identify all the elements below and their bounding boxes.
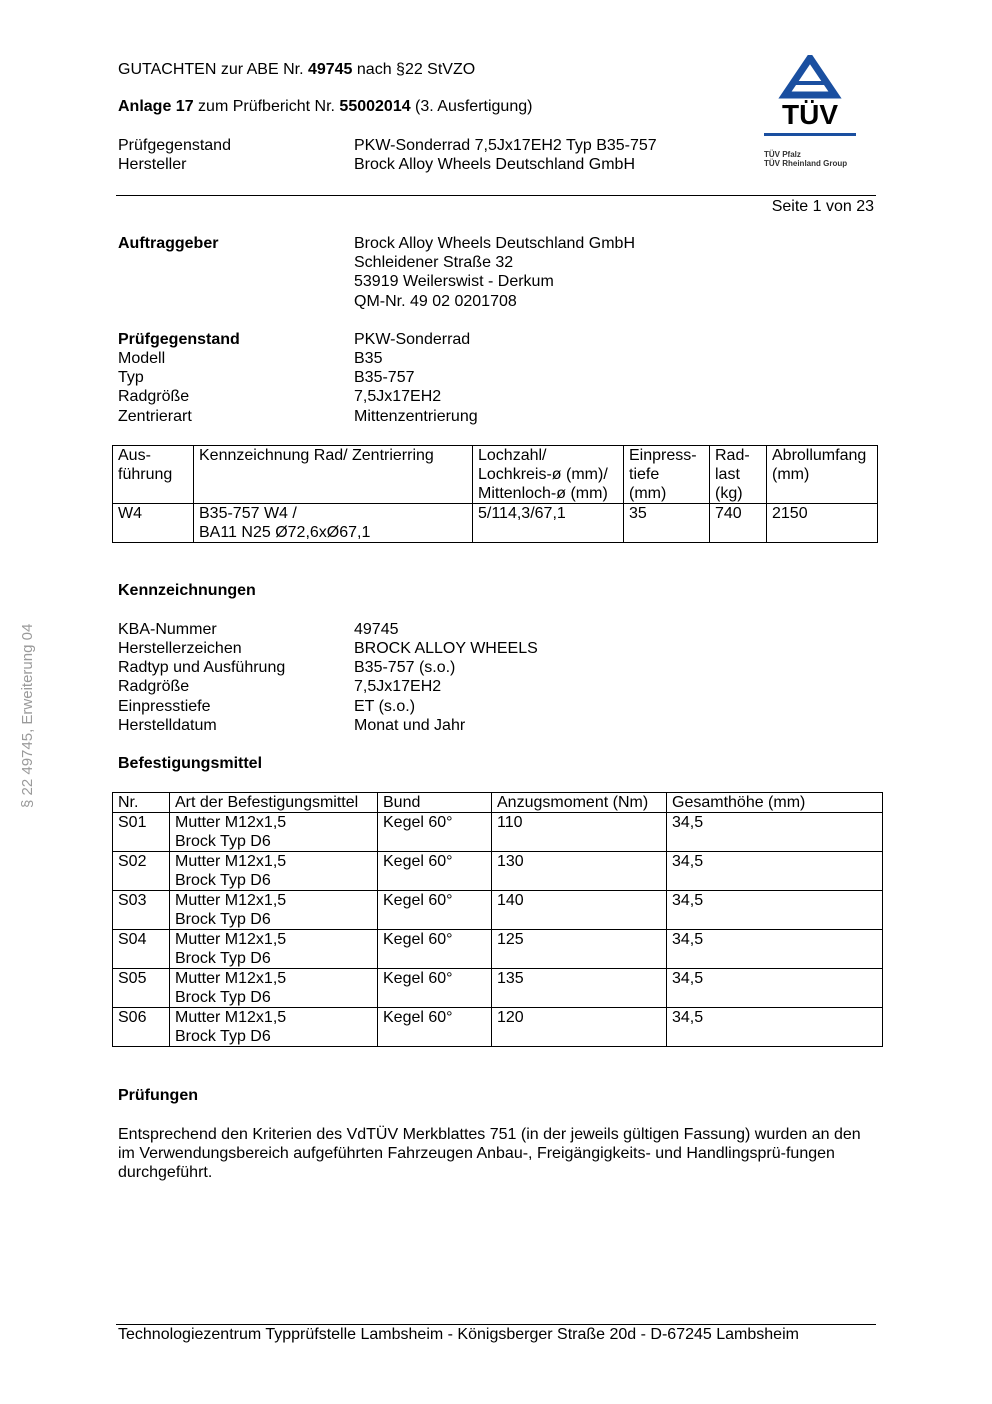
abe-number: 49745: [307, 61, 353, 78]
table-cell: Kegel 60°: [378, 852, 492, 891]
header-rule: [116, 195, 876, 196]
table-cell: S04: [113, 930, 170, 969]
tuv-logo: [760, 55, 860, 175]
kz-value: B35-757 (s.o.): [354, 659, 456, 676]
table-header-row: [113, 793, 883, 813]
header-hs-label: Hersteller: [118, 156, 187, 173]
tuv-triangle-icon: [760, 55, 860, 105]
auftraggeber-line: 53919 Weilerswist - Derkum: [354, 273, 554, 290]
table-cell: Kegel 60°: [378, 930, 492, 969]
table-cell: 35: [624, 504, 710, 543]
table-cell: S06: [113, 1008, 170, 1047]
wheel-table: [112, 445, 878, 543]
table-cell: Mutter M12x1,5 Brock Typ D6: [170, 852, 378, 891]
pg-value: B35-757: [354, 369, 415, 386]
tuv-logo-text: TÜV: [782, 99, 838, 130]
section-title-pruefungen: Prüfungen: [118, 1087, 198, 1104]
table-header-cell: Nr.: [113, 793, 170, 813]
pg-label: Radgröße: [118, 388, 190, 405]
table-cell: Kegel 60°: [378, 969, 492, 1008]
table-cell: Kegel 60°: [378, 1008, 492, 1047]
header-pg-label: Prüfgegenstand: [118, 137, 231, 154]
table-cell: 135: [492, 969, 667, 1008]
table-cell: 34,5: [667, 891, 883, 930]
table-header-cell: Kennzeichnung Rad/ Zentrierring: [194, 446, 473, 504]
table-row: [113, 930, 883, 969]
kz-value: 7,5Jx17EH2: [354, 678, 442, 695]
table-cell: S05: [113, 969, 170, 1008]
pg-label: Modell: [118, 350, 166, 367]
pg-value: 7,5Jx17EH2: [354, 388, 442, 405]
table-header-cell: Anzugsmoment (Nm): [492, 793, 667, 813]
auftraggeber-label: Auftraggeber: [118, 235, 219, 252]
section-title-befestigung: Befestigungsmittel: [118, 755, 263, 772]
table-cell: 130: [492, 852, 667, 891]
table-cell: 2150: [767, 504, 878, 543]
table-cell: S02: [113, 852, 170, 891]
tuv-logo-rule: [764, 133, 856, 136]
table-header-cell: Lochzahl/ Lochkreis-ø (mm)/ Mittenloch-ø (mm): [473, 446, 624, 504]
header-hs-value: Brock Alloy Wheels Deutschland GmbH: [354, 156, 635, 173]
table-cell: S03: [113, 891, 170, 930]
kz-value: ET (s.o.): [354, 698, 416, 715]
table-row: [113, 891, 883, 930]
table-cell: 34,5: [667, 969, 883, 1008]
kz-label: Herstellerzeichen: [118, 640, 242, 657]
pg-value: PKW-Sonderrad: [354, 331, 471, 348]
auftraggeber-line: Brock Alloy Wheels Deutschland GmbH: [354, 235, 635, 252]
table-row: [113, 813, 883, 852]
kz-label: Radgröße: [118, 678, 190, 695]
table-cell: 125: [492, 930, 667, 969]
table-header-cell: Aus- führung: [113, 446, 194, 504]
header-pg-value: PKW-Sonderrad 7,5Jx17EH2 Typ B35-757: [354, 137, 657, 154]
pg-value: Mittenzentrierung: [354, 408, 478, 425]
side-note: § 22 49745, Erweiterung 04: [19, 623, 36, 808]
table-cell: 140: [492, 891, 667, 930]
table-row: [113, 504, 878, 543]
table-cell: 34,5: [667, 930, 883, 969]
table-cell: 5/114,3/67,1: [473, 504, 624, 543]
kz-label: Herstelldatum: [118, 717, 217, 734]
pg-label: Typ: [118, 369, 144, 386]
table-cell: 34,5: [667, 813, 883, 852]
section-title-kennzeichnungen: Kennzeichnungen: [118, 582, 256, 599]
anlage-line: Anlage 17 zum Prüfbericht Nr. 55002014 (3. Ausfertigung): [118, 98, 533, 115]
auftraggeber-line: QM-Nr. 49 02 0201708: [354, 293, 517, 310]
table-cell: Mutter M12x1,5 Brock Typ D6: [170, 969, 378, 1008]
footer-text: Technologiezentrum Typprüfstelle Lambsheim - Königsberger Straße 20d - D-67245 Lambsheim: [118, 1326, 799, 1343]
pg-label: Prüfgegenstand: [118, 331, 240, 348]
table-cell: Kegel 60°: [378, 813, 492, 852]
table-cell: S01: [113, 813, 170, 852]
table-cell: 120: [492, 1008, 667, 1047]
table-cell: 740: [710, 504, 767, 543]
table-header-cell: Gesamthöhe (mm): [667, 793, 883, 813]
table-row: [113, 969, 883, 1008]
table-cell: 34,5: [667, 852, 883, 891]
page-number: Seite 1 von 23: [771, 198, 874, 215]
kz-label: Radtyp und Ausführung: [118, 659, 286, 676]
pruefungen-text: Entsprechend den Kriterien des VdTÜV Merkblattes 751 (in der jeweils gültigen Fassung) wurden an den im Verwendungsbereich aufgeführten Fahrzeugen Anbau-, Freigängigkeits- und Handlingsprü-fungen durchgeführt.: [118, 1126, 861, 1181]
table-cell: B35-757 W4 / BA11 N25 Ø72,6xØ67,1: [194, 504, 473, 543]
table-header-cell: Bund: [378, 793, 492, 813]
table-cell: Mutter M12x1,5 Brock Typ D6: [170, 1008, 378, 1047]
auftraggeber-line: Schleidener Straße 32: [354, 254, 514, 271]
table-header-row: [113, 446, 878, 504]
kz-value: Monat und Jahr: [354, 717, 466, 734]
table-header-cell: Rad- last (kg): [710, 446, 767, 504]
kz-value: BROCK ALLOY WHEELS: [354, 640, 538, 657]
pg-value: B35: [354, 350, 383, 367]
table-header-cell: Abrollumfang (mm): [767, 446, 878, 504]
tuv-logo-sub1: TÜV Pfalz: [764, 150, 801, 159]
pg-label: Zentrierart: [118, 408, 192, 425]
table-cell: Kegel 60°: [378, 891, 492, 930]
table-cell: 110: [492, 813, 667, 852]
table-cell: Mutter M12x1,5 Brock Typ D6: [170, 930, 378, 969]
tuv-logo-sub2: TÜV Rheinland Group: [764, 159, 848, 168]
table-cell: Mutter M12x1,5 Brock Typ D6: [170, 891, 378, 930]
report-number: 55002014: [339, 98, 411, 115]
table-cell: W4: [113, 504, 194, 543]
table-header-cell: Art der Befestigungsmittel: [170, 793, 378, 813]
table-row: [113, 1008, 883, 1047]
kz-value: 49745: [354, 621, 399, 638]
kz-label: Einpresstiefe: [118, 698, 211, 715]
table-header-cell: Einpress- tiefe (mm): [624, 446, 710, 504]
fastener-table: [112, 792, 883, 1047]
table-row: [113, 852, 883, 891]
kz-label: KBA-Nummer: [118, 621, 217, 638]
doc-title-line: GUTACHTEN zur ABE Nr. 49745 nach §22 StVZO: [118, 61, 476, 78]
table-cell: 34,5: [667, 1008, 883, 1047]
table-cell: Mutter M12x1,5 Brock Typ D6: [170, 813, 378, 852]
